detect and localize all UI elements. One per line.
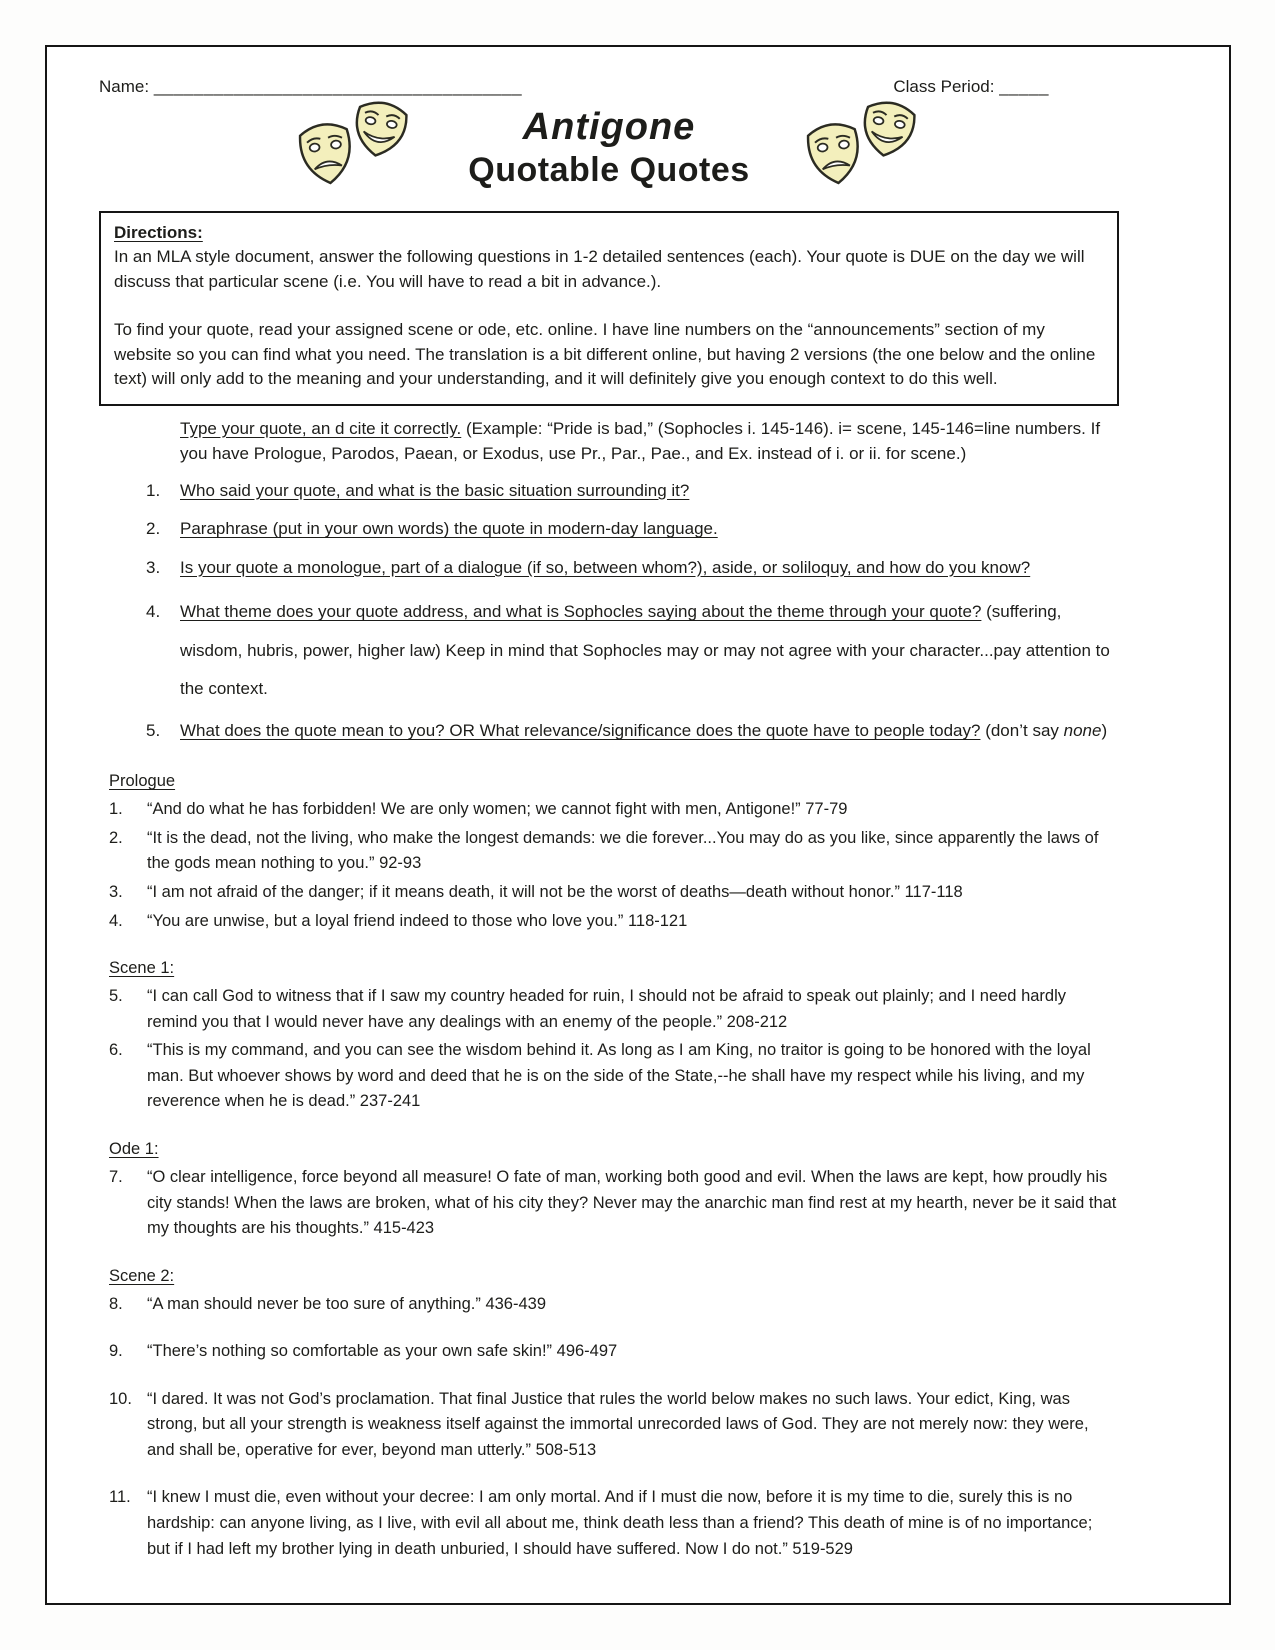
- question-number: 1.: [146, 480, 161, 500]
- quote-text: “This is my command, and you can see the wisdom behind it. As long as I am King, no traitor is going to be honored with the loyal man. But whoever shows by word and deed that he is on the side of the State,--he shall have my respect while his living, and my reverence when he is dead.” 237-241: [147, 1041, 1091, 1111]
- quote-text: “O clear intelligence, force beyond all measure! O fate of man, working both good and evil. When the laws are kept, how proudly his city stands! When the laws are broken, what of his city they? Never may the anarchic man find rest at my hearth, never be it said that my thoughts are his thoughts.” 415-423: [147, 1167, 1117, 1238]
- quote-item: [99, 1387, 1119, 1464]
- quote-item: [99, 1292, 1119, 1318]
- quote-item: [99, 984, 1119, 1035]
- section-heading: Scene 1:: [109, 959, 175, 978]
- quote-number: 9.: [109, 1342, 123, 1361]
- titles: [468, 106, 749, 190]
- question-number: 4.: [146, 602, 161, 622]
- directions-heading: Directions:: [114, 223, 203, 242]
- quote-text: “A man should never be too sure of anything.” 436-439: [147, 1294, 547, 1313]
- quote-text: “There’s nothing so comfortable as your own safe skin!” 496-497: [147, 1342, 618, 1361]
- class-period-field: [893, 77, 1049, 97]
- question-text: Who said your quote, and what is the basic situation surrounding it?: [180, 480, 690, 500]
- quote-text: “I dared. It was not God’s proclamation. That final Justice that rules the world below makes no such laws. Your edict, King, was strong, but all your strength is weakness itself against the immortal unrecorded laws of God. They are not merely now: they were, and shall be, operative for ever, beyond man utterly.” 508-513: [147, 1389, 1089, 1459]
- citation-instructions: [99, 416, 1119, 467]
- quote-number: 3.: [109, 883, 123, 901]
- quote-item: [99, 909, 1119, 935]
- quote-section-scene-1: [99, 959, 1119, 1115]
- question-continuation-italic: none: [1063, 721, 1102, 741]
- quote-number: 5.: [109, 987, 123, 1006]
- quote-item: [99, 1485, 1119, 1562]
- quote-text: “I am not afraid of the danger; if it means death, it will not be the worst of deaths—death without honor.” 117-118: [147, 883, 963, 901]
- class-period-blank-line: _____: [999, 77, 1049, 96]
- question-item-2: [99, 516, 1119, 542]
- page-title: Antigone: [522, 106, 696, 148]
- quote-number: 6.: [109, 1041, 123, 1060]
- question-text: What theme does your quote address, and what is Sophocles saying about the theme through your quote?: [180, 602, 982, 622]
- question-item-3: [99, 555, 1119, 581]
- quote-number: 1.: [109, 800, 123, 819]
- quote-number: 2.: [109, 828, 123, 847]
- quote-section-ode-1: [99, 1140, 1119, 1242]
- header-row: [99, 77, 1119, 97]
- question-item-1: [99, 478, 1119, 504]
- quote-item: [99, 826, 1119, 877]
- name-blank-line: _____________________________________: [153, 77, 523, 96]
- question-text: Paraphrase (put in your own words) the quote in modern-day language.: [180, 519, 718, 539]
- name-field: [99, 77, 522, 97]
- page-subtitle: Quotable Quotes: [468, 151, 750, 189]
- question-number: 3.: [146, 557, 161, 577]
- name-label: Name:: [99, 77, 150, 96]
- section-heading: Scene 2:: [109, 1266, 175, 1285]
- quote-section-scene-2: [99, 1267, 1119, 1563]
- question-number: 5.: [146, 721, 161, 741]
- quote-item: [99, 1165, 1119, 1242]
- quote-number: 8.: [109, 1294, 123, 1313]
- theater-masks-icon: [296, 97, 414, 199]
- question-item-5: [99, 712, 1119, 750]
- question-text: What does the quote mean to you? OR What relevance/significance does the quote have to people today?: [180, 721, 981, 741]
- question-text: Is your quote a monologue, part of a dialogue (if so, between whom?), aside, or soliloquy, and how do you know?: [180, 557, 1031, 577]
- directions-box: [99, 211, 1119, 406]
- quote-section-prologue: [99, 772, 1119, 934]
- title-block: [99, 97, 1119, 199]
- quote-item: [99, 1339, 1119, 1365]
- directions-paragraph-1: In an MLA style document, answer the following questions in 1-2 detailed sentences (each). Your quote is DUE on the day we will discuss that particular scene (i.e. You will have to read a bit in advance.).: [114, 247, 1085, 291]
- question-number: 2.: [146, 519, 161, 539]
- question-continuation: (don’t say: [980, 721, 1064, 741]
- citation-instructions-rest: (Example: “Pride is bad,” (Sophocles i. 145-146). i= scene, 145-146=line numbers. If you have Prologue, Parodos, Paean, or Exodus, use Pr., Par., Pae., and Ex. instead of i. or ii. for scene.): [180, 418, 1101, 464]
- question-continuation: (suffering, wisdom, hubris, power, higher law) Keep in mind that Sophocles may or may not agree with your character...pay attention to the context.: [180, 602, 1110, 698]
- section-heading: Ode 1:: [109, 1139, 159, 1158]
- quote-item: [99, 880, 1119, 906]
- theater-masks-icon: [804, 97, 922, 199]
- quote-text: “You are unwise, but a loyal friend indeed to those who love you.” 118-121: [147, 911, 688, 930]
- quote-text: “I can call God to witness that if I saw my country headed for ruin, I should not be afraid to speak out plainly; and I need hardly remind you that I would never have any dealings with an enemy of the people.” 208-212: [147, 987, 1067, 1031]
- quote-text: “And do what he has forbidden! We are only women; we cannot fight with men, Antigone!” 77-79: [147, 800, 848, 819]
- quote-item: [99, 797, 1119, 823]
- worksheet-page: [45, 45, 1231, 1605]
- quote-number: 7.: [109, 1167, 123, 1186]
- quote-number: 11.: [109, 1488, 131, 1507]
- quote-item: [99, 1038, 1119, 1115]
- section-heading: Prologue: [109, 772, 176, 791]
- question-item-4: [99, 593, 1119, 708]
- questions-list: [99, 416, 1119, 751]
- class-period-label: Class Period:: [893, 77, 995, 96]
- directions-paragraph-2: To find your quote, read your assigned scene or ode, etc. online. I have line numbers on the “announcements” section of my website so you can find what you need. The translation is a bit different online, but having 2 versions (the one below and the online text) will only add to the meaning and your understanding, and it will definitely give you enough context to do this well.: [114, 320, 1096, 389]
- question-continuation: ): [1101, 721, 1108, 741]
- citation-instructions-underlined: Type your quote, an d cite it correctly.: [180, 418, 462, 438]
- quote-number: 10.: [109, 1389, 132, 1408]
- quote-text: “It is the dead, not the living, who make the longest demands: we die forever...You may do as you like, since apparently the laws of the gods mean nothing to you.” 92-93: [147, 828, 1099, 873]
- quote-number: 4.: [109, 911, 123, 930]
- quotes-list: [99, 772, 1119, 1562]
- quote-text: “I knew I must die, even without your decree: I am only mortal. And if I must die now, before it is my time to die, surely this is no hardship: can anyone living, as I live, with evil all about me, think death less than a friend? This death of mine is of no importance; but if I had left my brother lying in death unburied, I should have suffered. Now I do not.” 519-529: [147, 1488, 1093, 1558]
